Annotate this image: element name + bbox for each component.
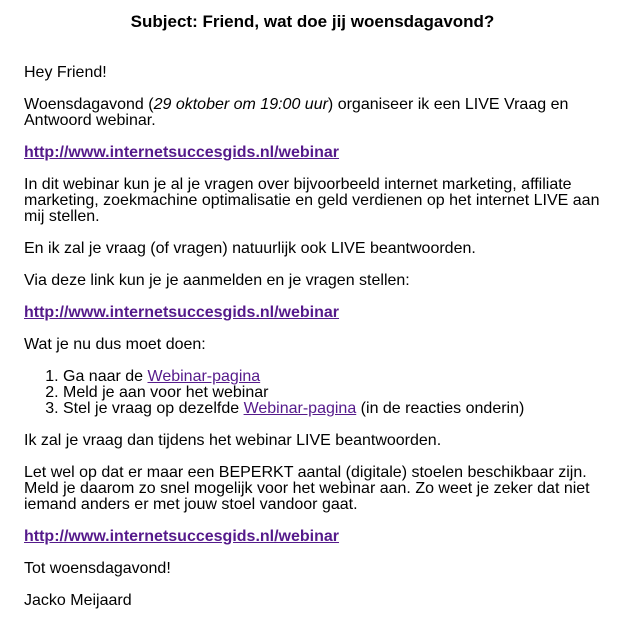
intro-text-start: Woensdagavond ( (24, 96, 154, 113)
answer-paragraph: En ik zal je vraag (of vragen) natuurlijk ook LIVE beantwoorden. (24, 240, 476, 257)
webinar-page-link-1[interactable]: Webinar-pagina (147, 368, 261, 385)
step-3-text: Stel je vraag op dezelfde (63, 400, 244, 417)
signup-paragraph: Via deze link kun je je aanmelden en je vragen stellen: (24, 272, 410, 289)
step-1 (63, 369, 604, 385)
step-3 (63, 401, 604, 417)
email-subject: Subject: Friend, wat doe jij woensdagavond? (130, 12, 495, 31)
webinar-description: In dit webinar kun je al je vragen over bijvoorbeeld internet marketing, affiliate marketing, zoekmachine optimalisatie en geld verdienen op het internet LIVE aan mij stellen. (24, 176, 600, 225)
step-1-text: Ga naar de (63, 368, 148, 385)
greeting: Hey Friend! (24, 64, 107, 81)
email-body (24, 65, 604, 609)
step-2: 2. Meld je aan voor het webinar (63, 385, 604, 401)
event-date: 29 oktober om 19:00 uur (153, 96, 328, 113)
limited-seats-paragraph: Let wel op dat er maar een BEPERKT aantal (digitale) stoelen beschikbaar zijn. Meld je daarom zo snel mogelijk voor het webinar aan. Zo weet je zeker dat niet iemand anders er met jouw stoel vandoor gaat. (24, 464, 590, 513)
step-3-suffix: (in de reacties onderin) (356, 400, 525, 417)
live-answer-paragraph: Ik zal je vraag dan tijdens het webinar LIVE beantwoorden. (24, 432, 442, 449)
intro-paragraph (24, 97, 604, 129)
signature: Jacko Meijaard (24, 592, 132, 609)
todo-heading: Wat je nu dus moet doen: (24, 336, 206, 353)
webinar-link-1[interactable]: http://www.internetsuccesgids.nl/webinar (24, 144, 340, 161)
intro-text-end: ) organiseer ik een LIVE Vraag en Antwoord webinar. (24, 96, 569, 129)
steps-list (24, 369, 604, 417)
webinar-link-2[interactable]: http://www.internetsuccesgids.nl/webinar (24, 304, 340, 321)
webinar-page-link-2[interactable]: Webinar-pagina (243, 400, 357, 417)
webinar-link-3[interactable]: http://www.internetsuccesgids.nl/webinar (24, 528, 340, 545)
closing: Tot woensdagavond! (24, 560, 171, 577)
